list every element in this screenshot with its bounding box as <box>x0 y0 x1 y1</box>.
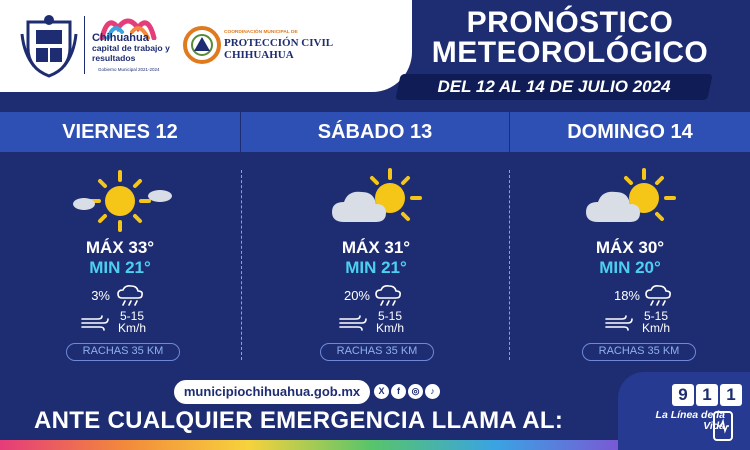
emergency-message: ANTE CUALQUIER EMERGENCIA LLAMA AL: <box>34 407 564 434</box>
wind-icon <box>604 314 634 332</box>
instagram-icon[interactable]: ◎ <box>408 384 423 399</box>
page-title: PRONÓSTICO METEOROLÓGICO <box>431 6 709 69</box>
emergency-digit: 1 <box>720 384 742 406</box>
emergency-digit: 9 <box>672 384 694 406</box>
gusts-badge: RACHAS 35 KM <box>582 343 696 361</box>
gusts-badge: RACHAS 35 KM <box>320 343 434 361</box>
x-icon[interactable]: X <box>374 384 389 399</box>
wind-speed: 5-15 Km/h <box>641 309 670 335</box>
min-temp: MIN 21° <box>345 258 407 277</box>
emergency-digit: 1 <box>696 384 718 406</box>
day-column <box>0 152 240 372</box>
rain-probability: 18% <box>613 288 640 303</box>
day-header-friday: VIERNES 12 <box>0 112 240 152</box>
tiktok-icon[interactable]: ♪ <box>425 384 440 399</box>
sunny-icon <box>60 166 180 236</box>
rain-cloud-icon <box>644 284 672 308</box>
min-temp: MIN 21° <box>89 258 151 277</box>
date-range: DEL 12 AL 14 DE JULIO 2024 <box>437 77 671 96</box>
wind-icon <box>338 314 368 332</box>
max-temp: MÁX 33° <box>85 238 155 257</box>
municipality-tagline: capital de trabajo y resultados <box>92 43 170 63</box>
partly-cloudy-icon <box>316 166 436 236</box>
rain-probability: 3% <box>91 288 110 303</box>
website-link[interactable]: municipiochihuahua.gob.mx <box>174 380 370 404</box>
day-header-sunday: DOMINGO 14 <box>510 112 750 152</box>
rain-cloud-icon <box>374 284 402 308</box>
phone-icon <box>712 410 734 442</box>
linea-de-la-vida: La Línea de la Vida <box>655 409 725 432</box>
municipality-sub: Gobierno Municipal 2021-2024 <box>98 67 160 72</box>
rain-cloud-icon <box>116 284 144 308</box>
rain-probability: 20% <box>343 288 370 303</box>
wind-speed: 5-15 Km/h <box>117 309 146 335</box>
partly-cloudy-icon <box>570 166 690 236</box>
facebook-icon[interactable]: f <box>391 384 406 399</box>
wind-icon <box>80 314 110 332</box>
municipality-name: Chihuahua <box>92 32 149 44</box>
logo-panel <box>0 0 412 92</box>
wind-speed: 5-15 Km/h <box>375 309 404 335</box>
day-header-saturday: SÁBADO 13 <box>241 112 509 152</box>
civil-protection-caption: COORDINACIÓN MUNICIPAL DE <box>224 30 298 35</box>
day-column <box>510 152 750 372</box>
rainbow-stripe <box>0 440 620 450</box>
max-temp: MÁX 30° <box>595 238 665 257</box>
max-temp: MÁX 31° <box>341 238 411 257</box>
civil-protection-logo-icon <box>183 26 221 64</box>
day-column <box>242 152 510 372</box>
logo-divider <box>84 16 85 74</box>
city-seal-icon <box>20 14 78 78</box>
min-temp: MIN 20° <box>599 258 661 277</box>
civil-protection-name: PROTECCIÓN CIVIL CHIHUAHUA <box>224 37 333 61</box>
gusts-badge: RACHAS 35 KM <box>66 343 180 361</box>
